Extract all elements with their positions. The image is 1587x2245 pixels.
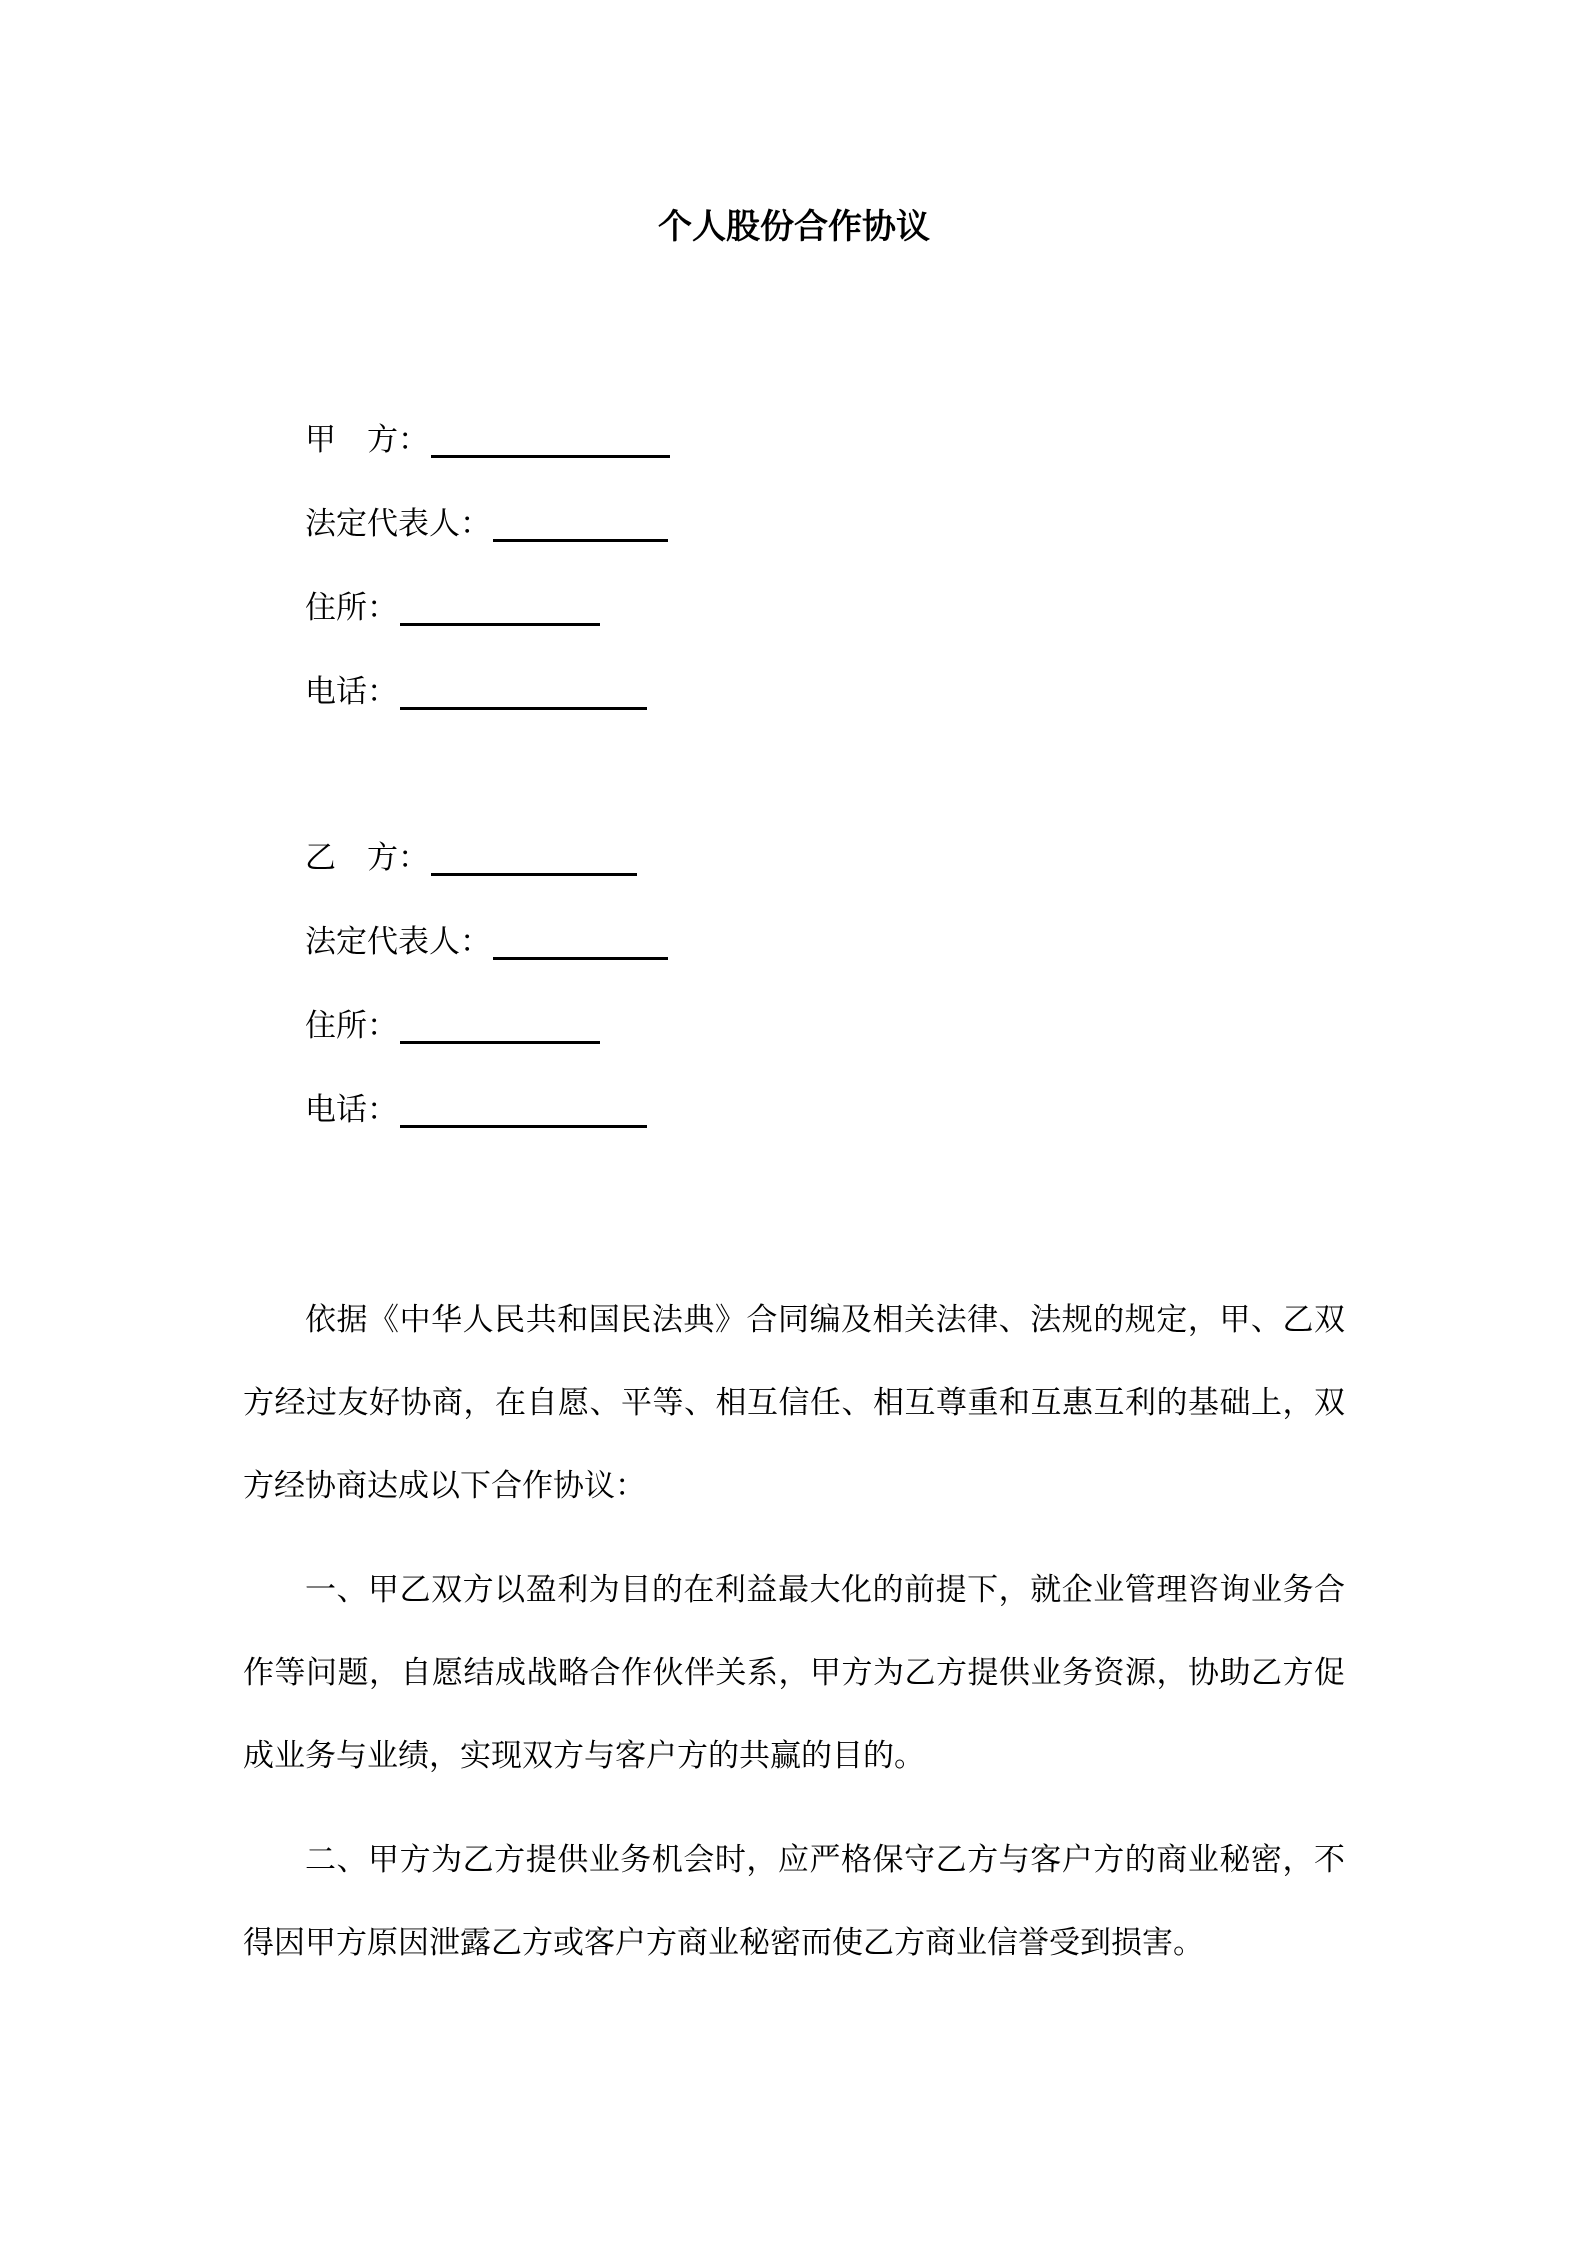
party-b-block xyxy=(243,816,1345,1152)
party-a-address-row xyxy=(243,566,1345,650)
paragraph-clause-1: 一、甲乙双方以盈利为目的在利益最大化的前提下，就企业管理咨询业务合作等问题，自愿结成战略合作伙伴关系，甲方为乙方提供业务资源，协助乙方促成业务与业绩，实现双方与客户方的共赢的目的。 xyxy=(243,1572,1345,1773)
paragraph-clause-2: 二、甲方为乙方提供业务机会时，应严格保守乙方与客户方的商业秘密，不得因甲方原因泄露乙方或客户方商业秘密而使乙方商业信誉受到损害。 xyxy=(243,1842,1345,1960)
party-a-block xyxy=(243,398,1345,734)
fill-in-blank xyxy=(431,445,670,458)
fill-in-blank xyxy=(400,697,647,710)
party-a-representative-label: 法定代表人： xyxy=(305,506,491,541)
party-b-name-row xyxy=(243,816,1345,900)
party-a-name-row xyxy=(243,398,1345,482)
fill-in-blank xyxy=(400,613,600,626)
document-title: 个人股份合作协议 xyxy=(658,209,930,246)
party-a-phone-label: 电话： xyxy=(305,674,398,709)
party-b-address-row xyxy=(243,984,1345,1068)
party-b-representative-label: 法定代表人： xyxy=(305,924,491,959)
fill-in-blank xyxy=(493,947,668,960)
fill-in-blank xyxy=(431,863,637,876)
fill-in-blank xyxy=(400,1115,647,1128)
document-body xyxy=(243,1278,1345,1984)
party-a-address-label: 住所： xyxy=(305,590,398,625)
fill-in-blank xyxy=(400,1031,600,1044)
party-b-name-label: 乙 方： xyxy=(305,840,429,875)
party-a-representative-row xyxy=(243,482,1345,566)
party-b-phone-row xyxy=(243,1068,1345,1152)
fill-in-blank xyxy=(493,529,668,542)
party-b-phone-label: 电话： xyxy=(305,1092,398,1127)
paragraph-preamble: 依据《中华人民共和国民法典》合同编及相关法律、法规的规定，甲、乙双方经过友好协商，在自愿、平等、相互信任、相互尊重和互惠互利的基础上，双方经协商达成以下合作协议： xyxy=(243,1302,1345,1503)
party-b-address-label: 住所： xyxy=(305,1008,398,1043)
party-b-representative-row xyxy=(243,900,1345,984)
party-a-phone-row xyxy=(243,650,1345,734)
party-a-name-label: 甲 方： xyxy=(305,422,429,457)
